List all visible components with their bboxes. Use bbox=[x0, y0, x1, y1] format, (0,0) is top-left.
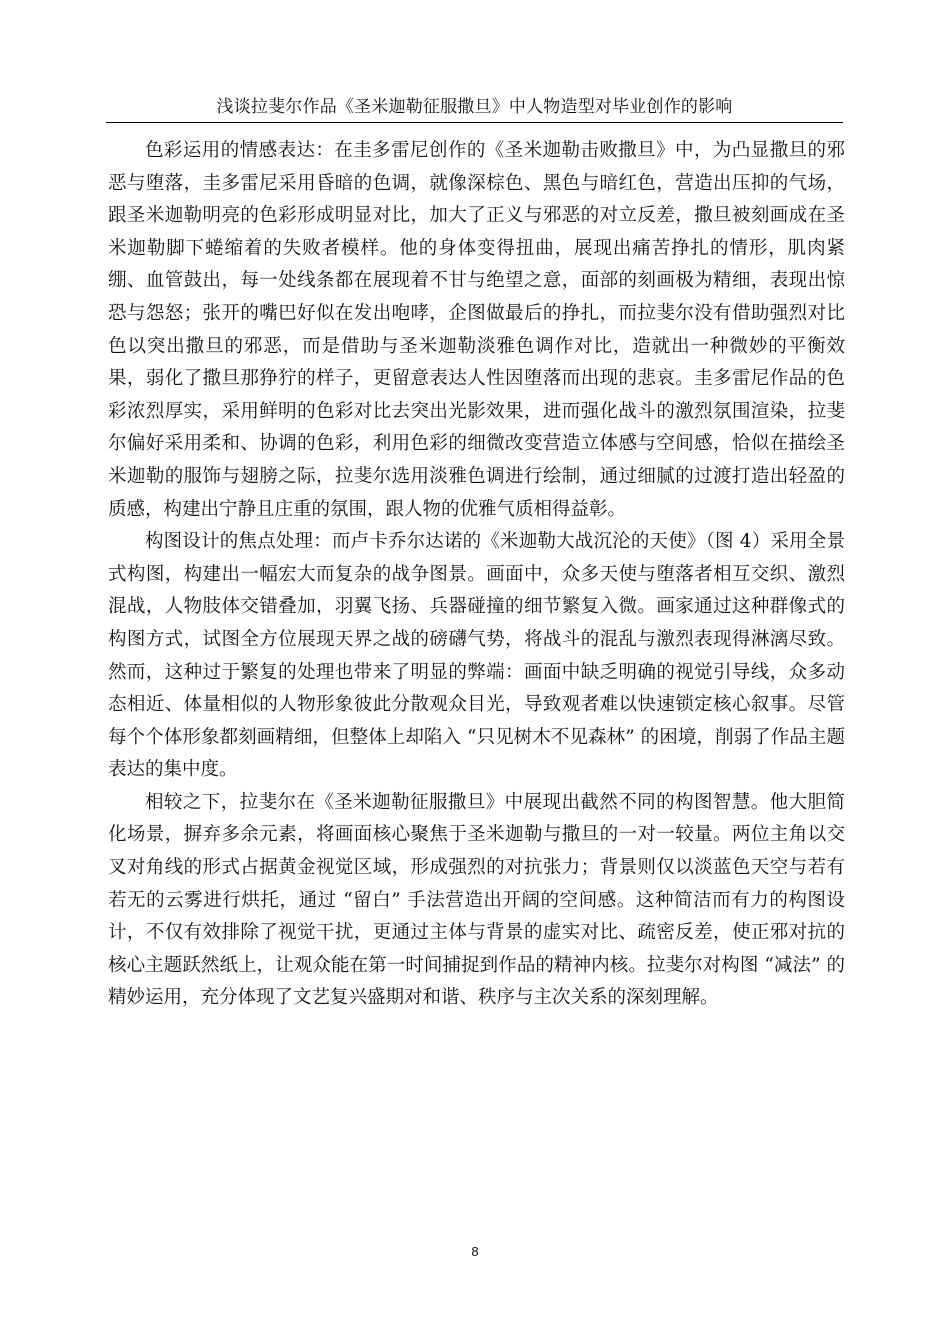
paragraph-composition-comparison: 相较之下，拉斐尔在《圣米迦勒征服撒旦》中展现出截然不同的构图智慧。他大胆简化场景，摒弃多余元素，将画面核心聚焦于圣米迦勒与撒旦的一对一较量。两位主角以交叉对角线的形式占据黄金视觉区域，形成强烈的对抗张力；背景则仅以淡蓝色天空与若有若无的云雾进行烘托，通过 “留白” 手法营造出开阔的空间感。这种简洁而有力的构图设计，不仅有效排除了视觉干扰，更通过主体与背景的虚实对比、疏密反差，使正邪对抗的核心主题跃然纸上，让观众能在第一时间捕捉到作品的精神内核。拉斐尔对构图 “减法” 的精妙运用，充分体现了文艺复兴盛期对和谐、秩序与主次关系的深刻理解。 bbox=[108, 791, 845, 1009]
body-text bbox=[108, 135, 845, 1015]
paragraph-color-expression: 色彩运用的情感表达：在圭多雷尼创作的《圣米迦勒击败撒旦》中，为凸显撒旦的邪恶与堕落，圭多雷尼采用昏暗的色调，就像深棕色、黑色与暗红色，营造出压抑的气场，跟圣米迦勒明亮的色彩形成明显对比，加大了正义与邪恶的对立反差，撒旦被刻画成在圣米迦勒脚下蜷缩着的失败者模样。他的身体变得扭曲，展现出痛苦挣扎的情形，肌肉紧绷、血管鼓出，每一处线条都在展现着不甘与绝望之意，面部的刻画极为精细，表现出惊恐与怨怒；张开的嘴巴好似在发出咆哮，企图做最后的挣扎，而拉斐尔没有借助强烈对比色以突出撒旦的邪恶，而是借助与圣米迦勒淡雅色调作对比，造就出一种微妙的平衡效果，弱化了撒旦那狰狞的样子，更留意表达人性因堕落而出现的悲哀。圭多雷尼作品的色彩浓烈厚实，采用鲜明的色彩对比去突出光影效果，进而强化战斗的激烈氛围渲染，拉斐尔偏好采用柔和、协调的色彩，利用色彩的细微改变营造立体感与空间感，恰似在描绘圣米迦勒的服饰与翅膀之际，拉斐尔选用淡雅色调进行绘制，通过细腻的过渡打造出轻盈的质感，构建出宁静且庄重的氛围，跟人物的优雅气质相得益彰。 bbox=[108, 140, 845, 520]
header-rule bbox=[106, 122, 843, 123]
running-header: 浅谈拉斐尔作品《圣米迦勒征服撒旦》中人物造型对毕业创作的影响 bbox=[216, 97, 733, 117]
paragraph-composition-focus: 构图设计的焦点处理：而卢卡乔尔达诺的《米迦勒大战沉沦的天使》（图 4）采用全景式构图，构建出一幅宏大而复杂的战争图景。画面中，众多天使与堕落者相互交织、激烈混战，人物肢体交错叠加，羽翼飞扬、兵器碰撞的细节繁复入微。画家通过这种群像式的构图方式，试图全方位展现天界之战的磅礴气势，将战斗的混乱与激烈表现得淋漓尽致。然而，这种过于繁复的处理也带来了明显的弊端：画面中缺乏明确的视觉引导线，众多动态相近、体量相似的人物形象彼此分散观众目光，导致观者难以快速锁定核心叙事。尽管每个个体形象都刻画精细，但整体上却陷入 “只见树木不见森林” 的困境，削弱了作品主题表达的集中度。 bbox=[108, 531, 845, 781]
page-number: 8 bbox=[471, 1244, 479, 1259]
